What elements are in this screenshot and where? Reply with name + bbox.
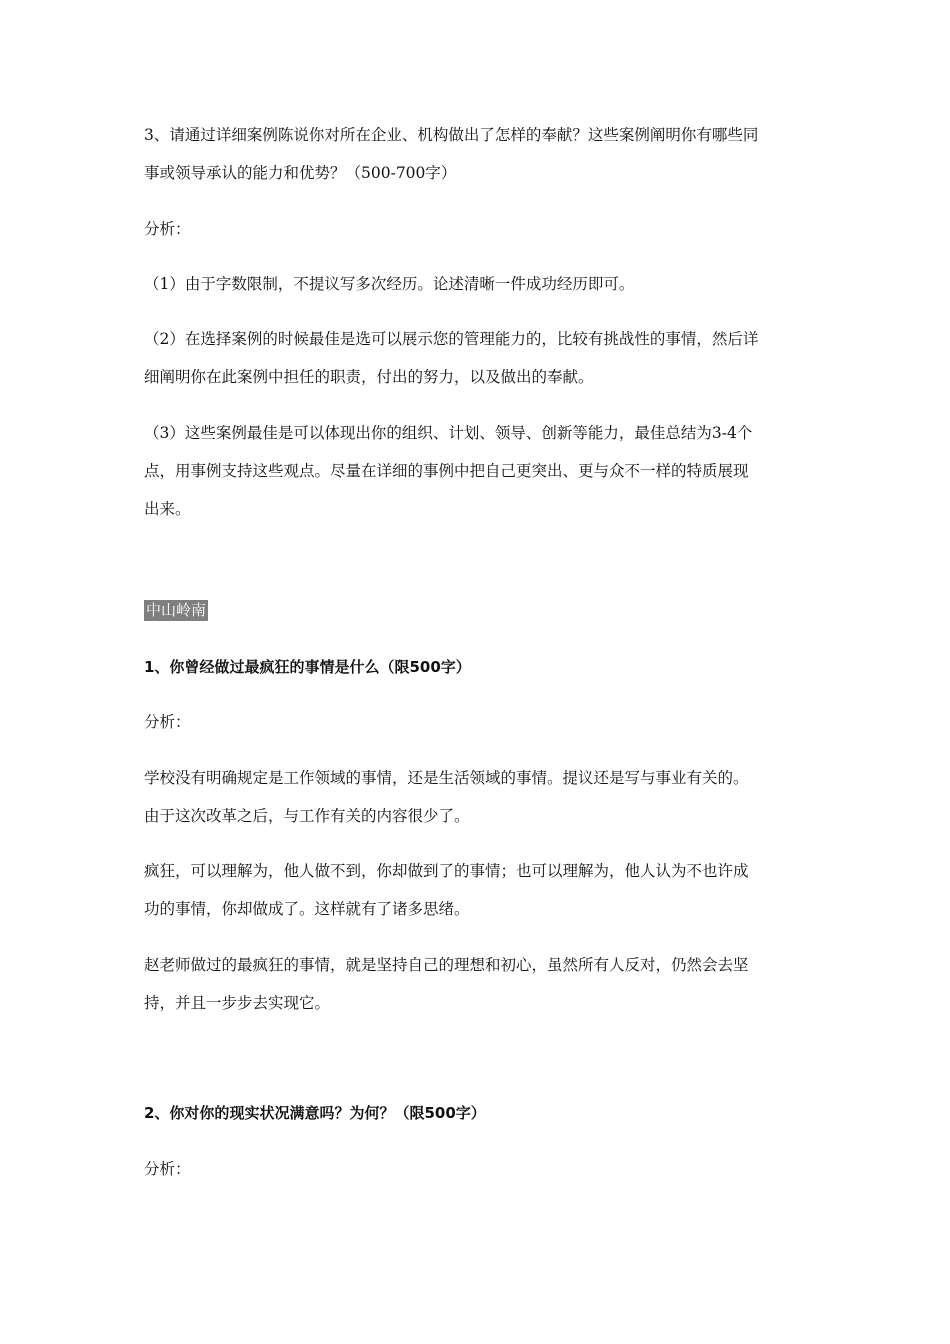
analysis-point-3-line-2: 点，用事例支持这些观点。尽量在详细的事例中把自己更突出、更与众不一样的特质展现 (144, 462, 749, 480)
paragraph-2 (144, 852, 812, 928)
question-2-text: 2、你对你的现实状况满意吗？为何？（限500字） (144, 1104, 486, 1122)
analysis-point-1 (144, 265, 812, 303)
question-3-line-2: 事或领导承认的能力和优势？（500-700字） (144, 164, 457, 182)
paragraph-1 (144, 759, 812, 835)
analysis-label-text: 分析： (144, 220, 191, 238)
question-3 (144, 116, 812, 192)
analysis-point-3-line-3: 出来。 (144, 500, 191, 518)
analysis-point-2 (144, 320, 812, 396)
analysis-point-3 (144, 414, 812, 528)
analysis-point-2-line-2: 细阐明你在此案例中担任的职责，付出的努力，以及做出的奉献。 (144, 368, 594, 386)
analysis-label-1 (144, 703, 812, 741)
analysis-label (144, 210, 812, 248)
paragraph-2-line-2: 功的事情，你却做成了。这样就有了诸多思绪。 (144, 900, 470, 918)
question-3-line-1: 3、请通过详细案例陈说你对所在企业、机构做出了怎样的奉献？这些案例阐明你有哪些同 (144, 126, 759, 144)
analysis-point-1-line-1: （1）由于字数限制，不提议写多次经历。论述清晰一件成功经历即可。 (144, 275, 635, 293)
school-tag: 中山岭南 (146, 601, 207, 619)
question-1 (144, 648, 812, 686)
analysis-label-2 (144, 1150, 812, 1188)
question-2 (144, 1094, 812, 1132)
analysis-point-3-line-1: （3）这些案例最佳是可以体现出你的组织、计划、领导、创新等能力，最佳总结为3-4个 (144, 424, 753, 442)
paragraph-3 (144, 946, 812, 1022)
paragraph-2-line-1: 疯狂，可以理解为，他人做不到，你却做到了的事情；也可以理解为，他人认为不也许成 (144, 862, 749, 880)
analysis-point-2-line-1: （2）在选择案例的时候最佳是选可以展示您的管理能力的，比较有挑战性的事情，然后详 (144, 330, 759, 348)
paragraph-3-line-2: 持，并且一步步去实现它。 (144, 994, 331, 1012)
paragraph-1-line-1: 学校没有明确规定是工作领域的事情，还是生活领域的事情。提议还是写与事业有关的。 (144, 769, 749, 787)
analysis-label-2-text: 分析： (144, 1160, 191, 1178)
paragraph-3-line-1: 赵老师做过的最疯狂的事情，就是坚持自己的理想和初心，虽然所有人反对，仍然会去坚 (144, 956, 749, 974)
question-1-text: 1、你曾经做过最疯狂的事情是什么（限500字） (144, 658, 471, 676)
paragraph-1-line-2: 由于这次改革之后，与工作有关的内容很少了。 (144, 807, 470, 825)
analysis-label-1-text: 分析： (144, 713, 191, 731)
